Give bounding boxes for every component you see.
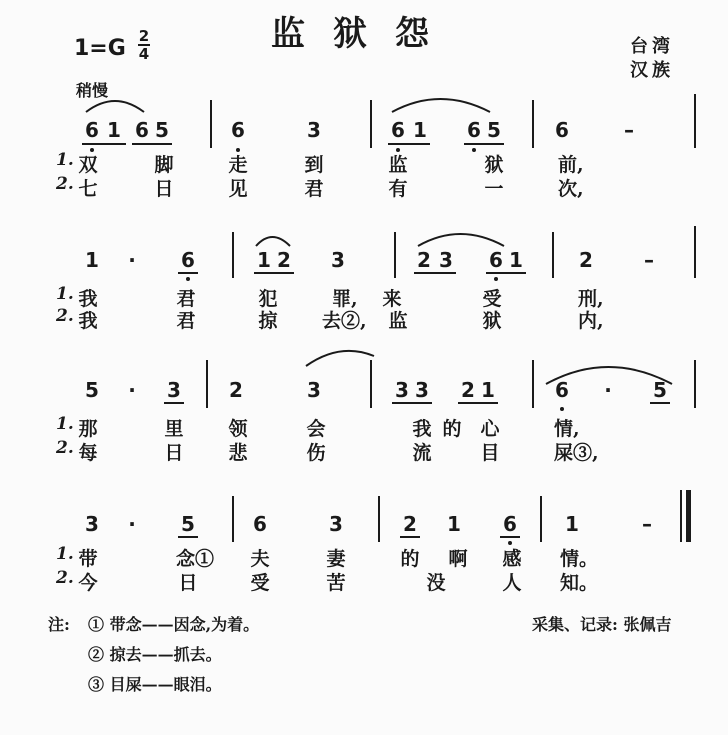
lyric: 一 bbox=[484, 178, 504, 200]
lyric: 里 bbox=[164, 418, 184, 440]
note: 3 bbox=[307, 118, 321, 142]
note: 3 bbox=[415, 378, 429, 402]
lyric: 目 bbox=[480, 442, 500, 464]
lyric: 犯 bbox=[258, 288, 278, 310]
lyric: 悲 bbox=[228, 442, 248, 464]
lyric: 脚 bbox=[154, 154, 174, 176]
lyric: 去②, bbox=[322, 310, 367, 332]
lyric: 伤 bbox=[306, 442, 326, 464]
note: 2 bbox=[417, 248, 431, 272]
lyric: 领 bbox=[228, 418, 248, 440]
note: 5 bbox=[181, 512, 195, 536]
note: 6 bbox=[231, 118, 245, 142]
song-title: 监狱怨 bbox=[271, 14, 457, 54]
time-denominator: 4 bbox=[138, 45, 150, 63]
lyric: 双 bbox=[78, 154, 98, 176]
note: 6 bbox=[135, 118, 149, 142]
lyric: 情。 bbox=[560, 548, 599, 570]
note: 3 bbox=[167, 378, 181, 402]
verse-number: 1. bbox=[56, 544, 74, 564]
lyric: 念① bbox=[176, 548, 215, 570]
lyric: 君 bbox=[176, 310, 196, 332]
verse-number: 1. bbox=[56, 284, 74, 304]
lyric: 走 bbox=[228, 154, 248, 176]
lyric: 监 bbox=[388, 154, 408, 176]
slur-1 bbox=[86, 101, 144, 112]
note: 3 bbox=[329, 512, 343, 536]
lyric: 狱 bbox=[482, 310, 502, 332]
verse-number: 1. bbox=[56, 150, 74, 170]
footnote-item: ③ 目屎——眼泪。 bbox=[88, 675, 222, 694]
lyric: 我 bbox=[78, 310, 98, 332]
lyric: 每 bbox=[78, 442, 98, 464]
lyric: 内, bbox=[578, 310, 604, 332]
key-signature: 1=G bbox=[74, 36, 126, 61]
lyric: 苦 bbox=[326, 572, 346, 594]
verse-number: 2. bbox=[56, 174, 74, 194]
lyric: 到 bbox=[304, 154, 324, 176]
collector-credit: 采集、记录: 张佩吉 bbox=[532, 615, 672, 634]
lyric: 见 bbox=[228, 178, 248, 200]
lyric: 有 bbox=[388, 178, 408, 200]
note: 1 bbox=[565, 512, 579, 536]
verse-number: 2. bbox=[56, 568, 74, 588]
lyric: 知。 bbox=[560, 572, 599, 594]
note: 6 bbox=[555, 118, 569, 142]
lyric: 受 bbox=[482, 288, 502, 310]
lyric: 我 bbox=[412, 418, 432, 440]
note: 2 bbox=[461, 378, 475, 402]
lyric: 的 bbox=[442, 418, 462, 440]
note: 2 bbox=[229, 378, 243, 402]
note: 5 bbox=[85, 378, 99, 402]
lyric: 罪, bbox=[332, 288, 358, 310]
lyric: 啊 bbox=[448, 548, 468, 570]
footnote-item: ② 掠去——抓去。 bbox=[88, 645, 222, 664]
note: 6 bbox=[391, 118, 405, 142]
note: 6 bbox=[555, 378, 569, 402]
lyric: 刑, bbox=[578, 288, 604, 310]
augmentation-dot: · bbox=[128, 378, 136, 402]
augmentation-dot: · bbox=[128, 248, 136, 272]
sustain-dash: – bbox=[644, 248, 654, 272]
lyric: 人 bbox=[502, 572, 522, 594]
lyric: 流 bbox=[412, 442, 432, 464]
lyric: 七 bbox=[78, 178, 98, 200]
lyric: 妻 bbox=[326, 548, 346, 570]
lyric: 日 bbox=[154, 178, 174, 200]
lyric: 今 bbox=[78, 572, 98, 594]
note: 2 bbox=[277, 248, 291, 272]
note: 1 bbox=[413, 118, 427, 142]
origin-region: 台湾 bbox=[630, 36, 674, 57]
note: 5 bbox=[653, 378, 667, 402]
lyric: 的 bbox=[400, 548, 420, 570]
note: 6 bbox=[489, 248, 503, 272]
augmentation-dot: · bbox=[128, 512, 136, 536]
footnote-item: ① 带念——因念,为着。 bbox=[88, 615, 260, 634]
lyric: 心 bbox=[480, 418, 500, 440]
lyric: 我 bbox=[78, 288, 98, 310]
note: 5 bbox=[155, 118, 169, 142]
lyric: 狱 bbox=[484, 154, 504, 176]
note: 2 bbox=[579, 248, 593, 272]
lyric: 来 bbox=[382, 288, 402, 310]
sustain-dash: – bbox=[642, 512, 652, 536]
lyric: 没 bbox=[426, 572, 446, 594]
slur-2 bbox=[392, 99, 490, 112]
tempo-marking: 稍慢 bbox=[76, 81, 109, 100]
lyric: 会 bbox=[306, 418, 326, 440]
lyric: 受 bbox=[250, 572, 270, 594]
lyric: 带 bbox=[78, 548, 98, 570]
footnote-label: 注: bbox=[48, 615, 70, 634]
time-numerator: 2 bbox=[138, 27, 150, 45]
note: 3 bbox=[439, 248, 453, 272]
note: 3 bbox=[395, 378, 409, 402]
lyric: 感 bbox=[502, 548, 522, 570]
note: 3 bbox=[331, 248, 345, 272]
note: 1 bbox=[85, 248, 99, 272]
note: 2 bbox=[403, 512, 417, 536]
lyric: 那 bbox=[78, 418, 98, 440]
lyric: 君 bbox=[176, 288, 196, 310]
verse-number: 2. bbox=[56, 306, 74, 326]
verse-number: 2. bbox=[56, 438, 74, 458]
slur-4 bbox=[418, 234, 504, 246]
slur-5 bbox=[306, 351, 374, 366]
note: 3 bbox=[307, 378, 321, 402]
note: 6 bbox=[181, 248, 195, 272]
lyric: 屎③, bbox=[554, 442, 599, 464]
note: 3 bbox=[85, 512, 99, 536]
note: 1 bbox=[107, 118, 121, 142]
lyric: 前, bbox=[558, 154, 584, 176]
note: 1 bbox=[447, 512, 461, 536]
lyric: 次, bbox=[558, 178, 584, 200]
note: 1 bbox=[257, 248, 271, 272]
lyric: 监 bbox=[388, 310, 408, 332]
note: 6 bbox=[253, 512, 267, 536]
augmentation-dot: · bbox=[604, 378, 612, 402]
verse-number: 1. bbox=[56, 414, 74, 434]
lyric: 掠 bbox=[258, 310, 278, 332]
slur-3 bbox=[256, 237, 290, 246]
lyric: 日 bbox=[164, 442, 184, 464]
note: 6 bbox=[467, 118, 481, 142]
sustain-dash: – bbox=[624, 118, 634, 142]
lyric: 夫 bbox=[250, 548, 270, 570]
lyric: 情, bbox=[554, 418, 580, 440]
origin-ethnicity: 汉族 bbox=[630, 60, 674, 81]
note: 6 bbox=[85, 118, 99, 142]
lyric: 君 bbox=[304, 178, 324, 200]
note: 1 bbox=[481, 378, 495, 402]
note: 6 bbox=[503, 512, 517, 536]
note: 1 bbox=[509, 248, 523, 272]
lyric: 日 bbox=[178, 572, 198, 594]
note: 5 bbox=[487, 118, 501, 142]
